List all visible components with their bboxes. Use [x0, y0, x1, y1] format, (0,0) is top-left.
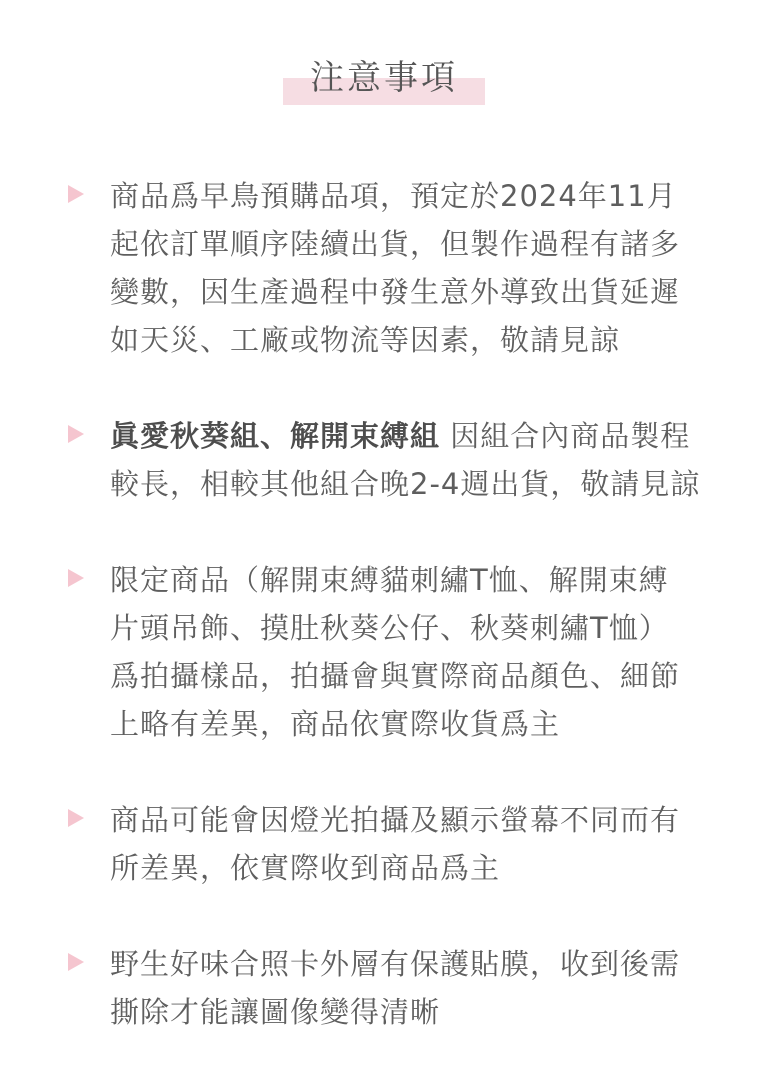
note-item — [0, 940, 768, 1036]
note-line: 商品爲早鳥預購品項，預定於2024年11月 — [110, 179, 677, 213]
note-line: 上略有差異，商品依實際收貨爲主 — [110, 707, 561, 741]
note-line: 撕除才能讓圖像變得清晰 — [110, 995, 441, 1029]
note-line: 所差異，依實際收到商品爲主 — [110, 851, 501, 885]
title-section — [0, 56, 768, 100]
triangle-bullet-icon — [68, 953, 84, 971]
note-line-rest: 因組合內商品製程 — [440, 419, 691, 453]
title-box — [288, 56, 480, 100]
triangle-bullet-icon — [68, 425, 84, 443]
note-item — [0, 556, 768, 748]
triangle-bullet-icon — [68, 809, 84, 827]
note-line: 爲拍攝樣品，拍攝會與實際商品顏色、細節 — [110, 659, 681, 693]
notes-list — [0, 172, 768, 1084]
note-line — [110, 412, 728, 460]
note-bold-prefix: 眞愛秋葵組、解開束縛組 — [110, 419, 441, 453]
triangle-bullet-icon — [68, 569, 84, 587]
note-line: 野生好味合照卡外層有保護貼膜，收到後需 — [110, 947, 681, 981]
note-item — [0, 412, 768, 508]
note-item — [0, 172, 768, 364]
triangle-bullet-icon — [68, 185, 84, 203]
note-item — [0, 796, 768, 892]
note-line: 較長，相較其他組合晚2-4週出貨，敬請見諒 — [110, 467, 701, 501]
note-line: 商品可能會因燈光拍攝及顯示螢幕不同而有 — [110, 803, 681, 837]
note-line: 片頭吊飾、摸肚秋葵公仔、秋葵刺繡T恤） — [110, 611, 669, 645]
note-line: 限定商品（解開束縛貓刺繡T恤、解開束縛 — [110, 563, 669, 597]
note-line: 如天災、工廠或物流等因素，敬請見諒 — [110, 323, 621, 357]
page-title: 注意事項 — [310, 58, 458, 98]
note-line: 變數，因生產過程中發生意外導致出貨延遲 — [110, 275, 681, 309]
note-line: 起依訂單順序陸續出貨，但製作過程有諸多 — [110, 227, 681, 261]
